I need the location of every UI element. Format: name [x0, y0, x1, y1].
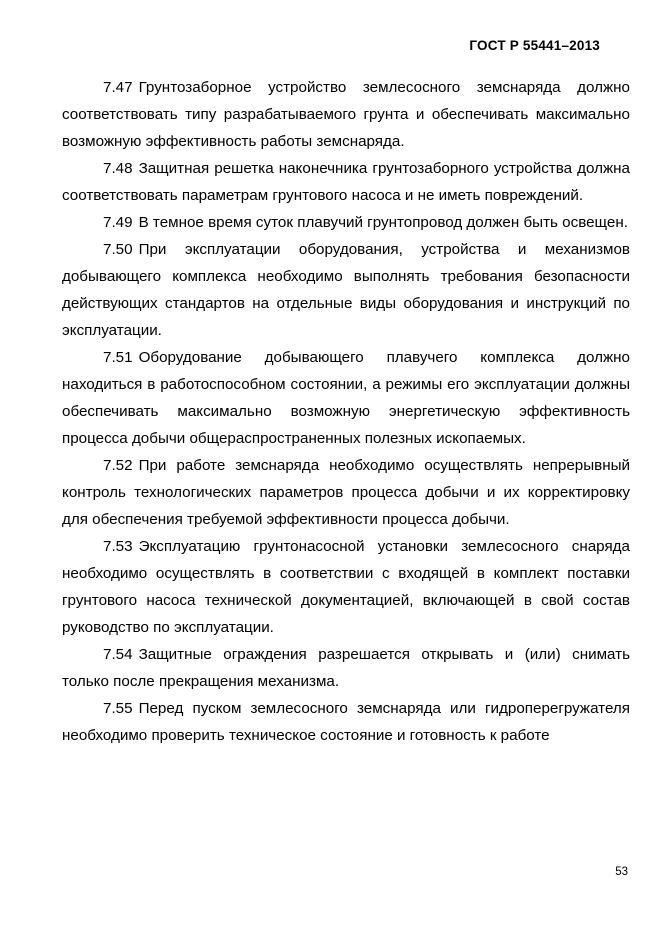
paragraph-text: При эксплуатации оборудования, устройства и механизмов добывающего комплекса необходимо выполнять требования безопасности действующих стандартов на отдельные виды оборудования и инструкций по эксплуатации. — [62, 241, 630, 339]
paragraph-text: Перед пуском землесосного земснаряда или гидроперегружателя необходимо проверить техническое состояние и готовность к работе — [62, 700, 630, 744]
paragraph-7-51 — [62, 344, 630, 452]
paragraph-number: 7.53 — [103, 538, 133, 555]
paragraph-number: 7.50 — [103, 241, 133, 258]
paragraph-7-48 — [62, 155, 630, 209]
standard-code: ГОСТ Р 55441–2013 — [469, 38, 600, 53]
paragraph-text: При работе земснаряда необходимо осуществлять непрерывный контроль технологических параметров процесса добычи и их корректировку для обеспечения требуемой эффективности процесса добычи. — [62, 457, 630, 528]
paragraph-number: 7.52 — [103, 457, 133, 474]
paragraph-7-55 — [62, 695, 630, 749]
paragraph-number: 7.51 — [103, 349, 133, 366]
document-header — [469, 38, 600, 53]
paragraph-7-49 — [62, 209, 630, 236]
paragraph-number: 7.47 — [103, 79, 133, 96]
paragraph-7-47 — [62, 74, 630, 155]
paragraph-text: Защитные ограждения разрешается открывать и (или) снимать только после прекращения механизма. — [62, 646, 630, 690]
paragraph-text: Грунтозаборное устройство землесосного земснаряда должно соответствовать типу разрабатываемого грунта и обеспечивать максимально возможную эффективность работы земснаряда. — [62, 79, 630, 150]
paragraph-text: Эксплуатацию грунтонасосной установки землесосного снаряда необходимо осуществлять в соответствии с входящей в комплект поставки грунтового насоса технической документацией, включающей в свой состав руководство по эксплуатации. — [62, 538, 630, 636]
paragraph-text: Защитная решетка наконечника грунтозаборного устройства должна соответствовать параметрам грунтового насоса и не иметь повреждений. — [62, 160, 630, 204]
paragraph-number: 7.54 — [103, 646, 133, 663]
paragraph-text: В темное время суток плавучий грунтопровод должен быть освещен. — [138, 214, 628, 231]
paragraph-7-50 — [62, 236, 630, 344]
document-body — [62, 74, 630, 749]
paragraph-7-54 — [62, 641, 630, 695]
paragraph-number: 7.48 — [103, 160, 133, 177]
paragraph-number: 7.55 — [103, 700, 133, 717]
paragraph-number: 7.49 — [103, 214, 133, 231]
paragraph-7-53 — [62, 533, 630, 641]
page-number: 53 — [615, 866, 628, 878]
paragraph-text: Оборудование добывающего плавучего комплекса должно находиться в работоспособном состоянии, а режимы его эксплуатации должны обеспечивать максимально возможную энергетическую эффективность процесса добычи общераспространенных полезных ископаемых. — [62, 349, 630, 447]
paragraph-7-52 — [62, 452, 630, 533]
